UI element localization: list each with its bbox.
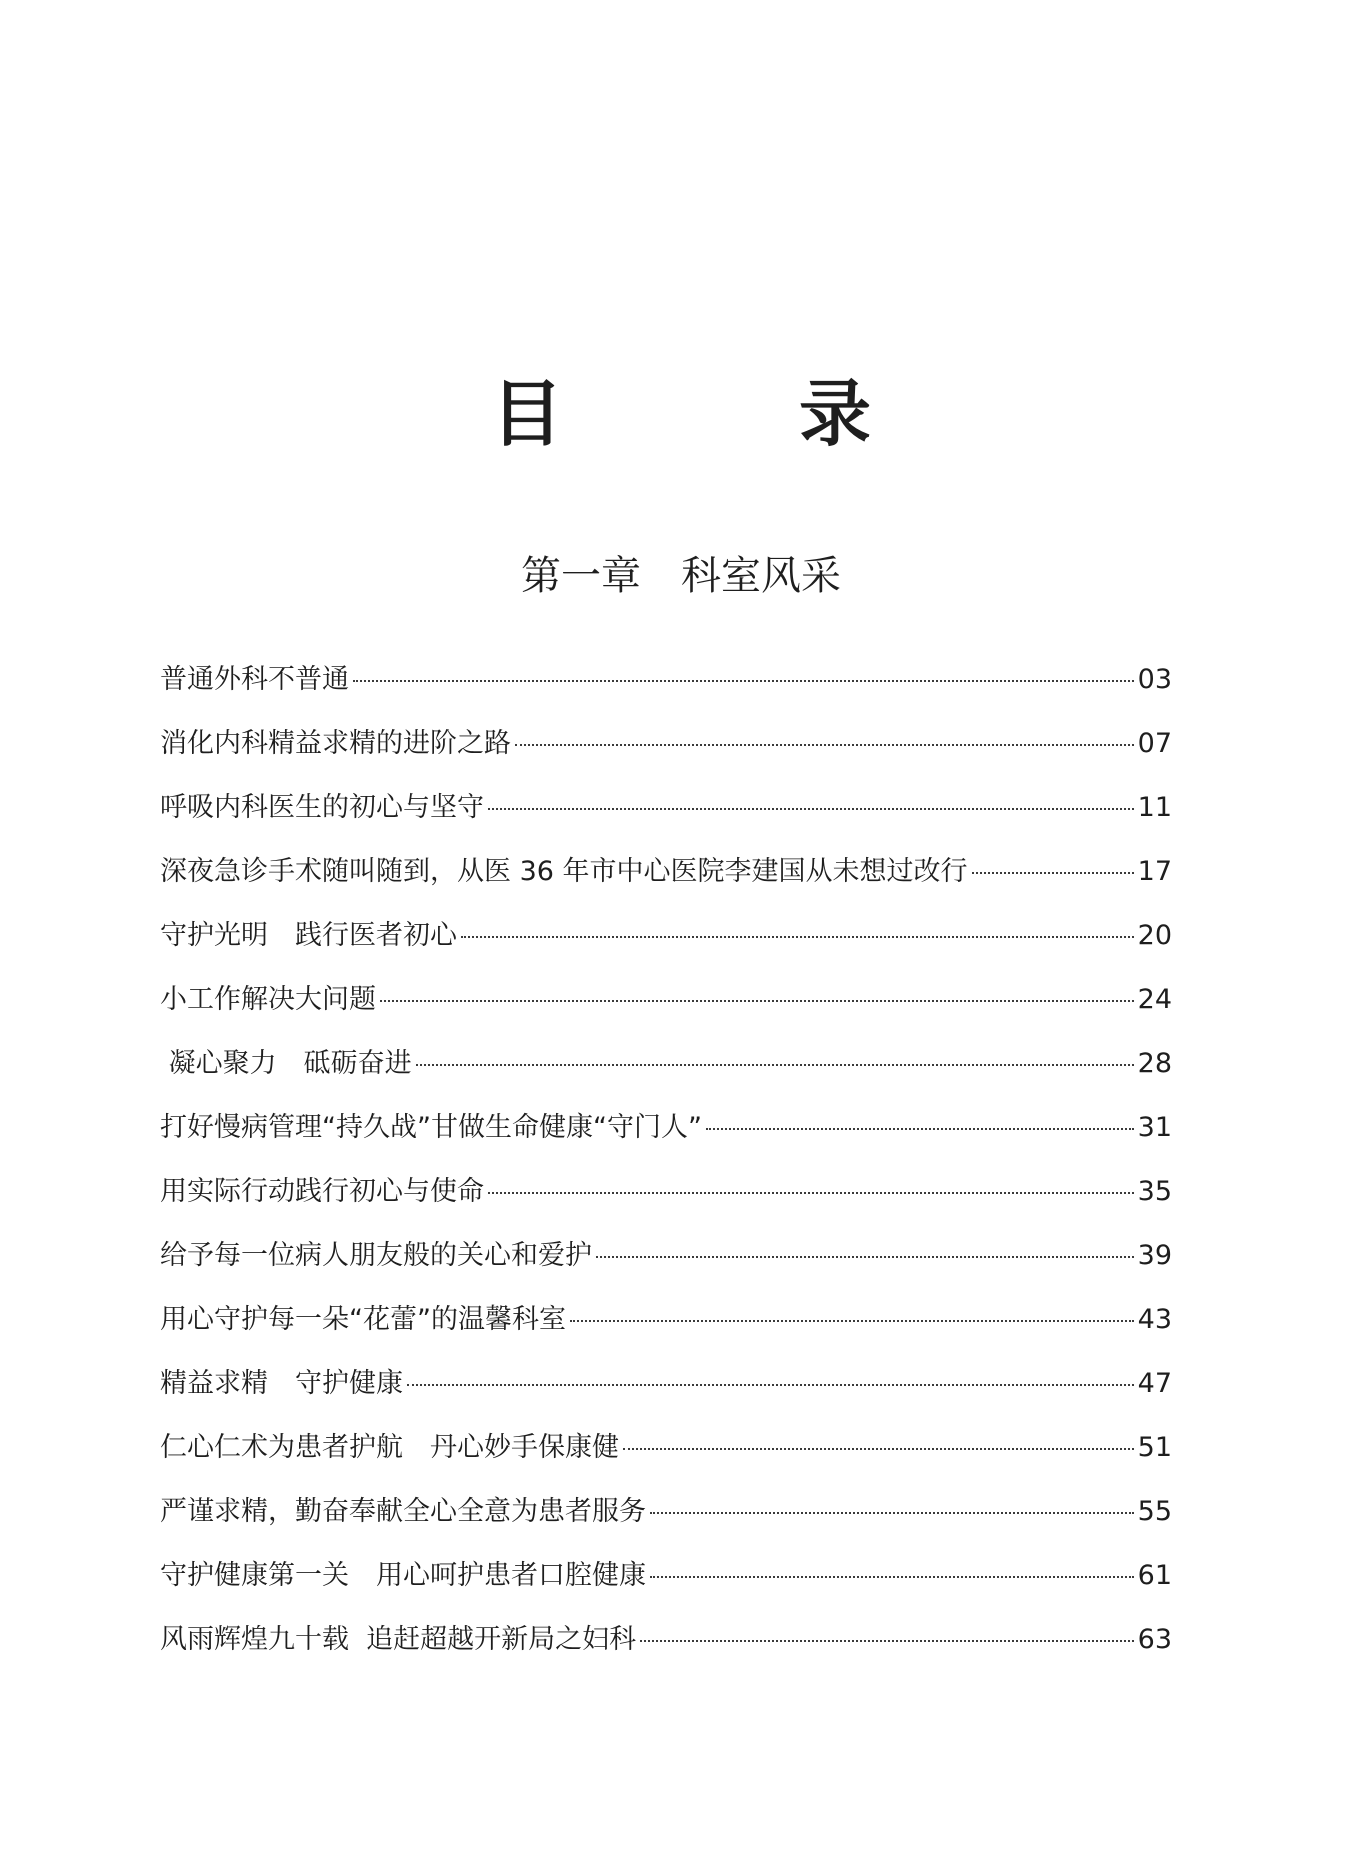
toc-dot-leader xyxy=(407,1384,1134,1386)
toc-dot-leader xyxy=(515,744,1134,746)
toc-entry-title: 精益求精 守护健康 xyxy=(160,1368,403,1399)
toc-dot-leader xyxy=(461,936,1134,938)
toc-page-number: 51 xyxy=(1137,1432,1172,1463)
toc-dot-leader xyxy=(596,1256,1134,1258)
toc-page-number: 47 xyxy=(1137,1368,1172,1399)
toc-entry xyxy=(160,840,1172,904)
chapter-title: 第一章 科室风采 xyxy=(521,553,841,599)
toc-dot-leader xyxy=(640,1640,1133,1642)
toc-page-number: 31 xyxy=(1137,1112,1172,1143)
toc-entry-title: 风雨辉煌九十载 追赶超越开新局之妇科 xyxy=(160,1624,637,1655)
toc-heading: 目 录 xyxy=(490,371,953,456)
toc-entry xyxy=(160,1288,1172,1352)
toc-dot-leader xyxy=(972,872,1134,874)
toc-entry xyxy=(160,904,1172,968)
toc-entry-title: 给予每一位病人朋友般的关心和爱护 xyxy=(160,1240,592,1271)
toc-entry xyxy=(160,1608,1172,1672)
toc-dot-leader xyxy=(416,1064,1134,1066)
toc-page-number: 55 xyxy=(1137,1496,1172,1527)
toc-entry xyxy=(160,1160,1172,1224)
toc-entry-title: 普通外科不普通 xyxy=(160,664,349,695)
toc-entry xyxy=(160,1032,1172,1096)
toc-dot-leader xyxy=(650,1576,1134,1578)
toc-entry xyxy=(160,1352,1172,1416)
toc-page-number: 43 xyxy=(1137,1304,1172,1335)
toc-entry xyxy=(160,776,1172,840)
toc-entry-title: 小工作解决大问题 xyxy=(160,984,376,1015)
toc-entry xyxy=(160,1480,1172,1544)
toc-page-number: 24 xyxy=(1137,984,1172,1015)
toc-entry-title: 严谨求精，勤奋奉献全心全意为患者服务 xyxy=(160,1496,646,1527)
toc-entry xyxy=(160,1224,1172,1288)
toc-entry-title: 打好慢病管理“持久战”甘做生命健康“守门人” xyxy=(160,1112,702,1143)
toc-page-number: 63 xyxy=(1137,1624,1172,1655)
toc-list xyxy=(160,648,1172,1672)
toc-dot-leader xyxy=(380,1000,1134,1002)
toc-page-number: 07 xyxy=(1137,728,1172,759)
toc-entry-title: 用实际行动践行初心与使命 xyxy=(160,1176,484,1207)
toc-dot-leader xyxy=(353,680,1134,682)
toc-page-number: 28 xyxy=(1137,1048,1172,1079)
toc-entry xyxy=(160,712,1172,776)
toc-page-number: 61 xyxy=(1137,1560,1172,1591)
toc-dot-leader xyxy=(706,1128,1134,1130)
toc-dot-leader xyxy=(570,1320,1134,1322)
toc-entry xyxy=(160,1096,1172,1160)
toc-entry-title: 守护健康第一关 用心呵护患者口腔健康 xyxy=(160,1560,646,1591)
toc-entry xyxy=(160,648,1172,712)
toc-page-number: 03 xyxy=(1137,664,1172,695)
toc-entry-title: 消化内科精益求精的进阶之路 xyxy=(160,728,511,759)
toc-dot-leader xyxy=(488,808,1134,810)
toc-entry-title: 呼吸内科医生的初心与坚守 xyxy=(160,792,484,823)
toc-page-number: 39 xyxy=(1137,1240,1172,1271)
toc-dot-leader xyxy=(488,1192,1134,1194)
toc-dot-leader xyxy=(623,1448,1134,1450)
toc-entry xyxy=(160,1416,1172,1480)
toc-page-number: 11 xyxy=(1137,792,1172,823)
toc-entry xyxy=(160,1544,1172,1608)
toc-entry-title: 仁心仁术为患者护航 丹心妙手保康健 xyxy=(160,1432,619,1463)
toc-entry-title: 用心守护每一朵“花蕾”的温馨科室 xyxy=(160,1304,566,1335)
toc-entry xyxy=(160,968,1172,1032)
toc-page-number: 35 xyxy=(1137,1176,1172,1207)
toc-page-number: 17 xyxy=(1137,856,1172,887)
toc-page-number: 20 xyxy=(1137,920,1172,951)
toc-entry-title: 深夜急诊手术随叫随到，从医 36 年市中心医院李建国从未想过改行 xyxy=(160,856,968,887)
toc-entry-title: 凝心聚力 砥砺奋进 xyxy=(160,1048,412,1079)
toc-entry-title: 守护光明 践行医者初心 xyxy=(160,920,457,951)
toc-dot-leader xyxy=(650,1512,1134,1514)
